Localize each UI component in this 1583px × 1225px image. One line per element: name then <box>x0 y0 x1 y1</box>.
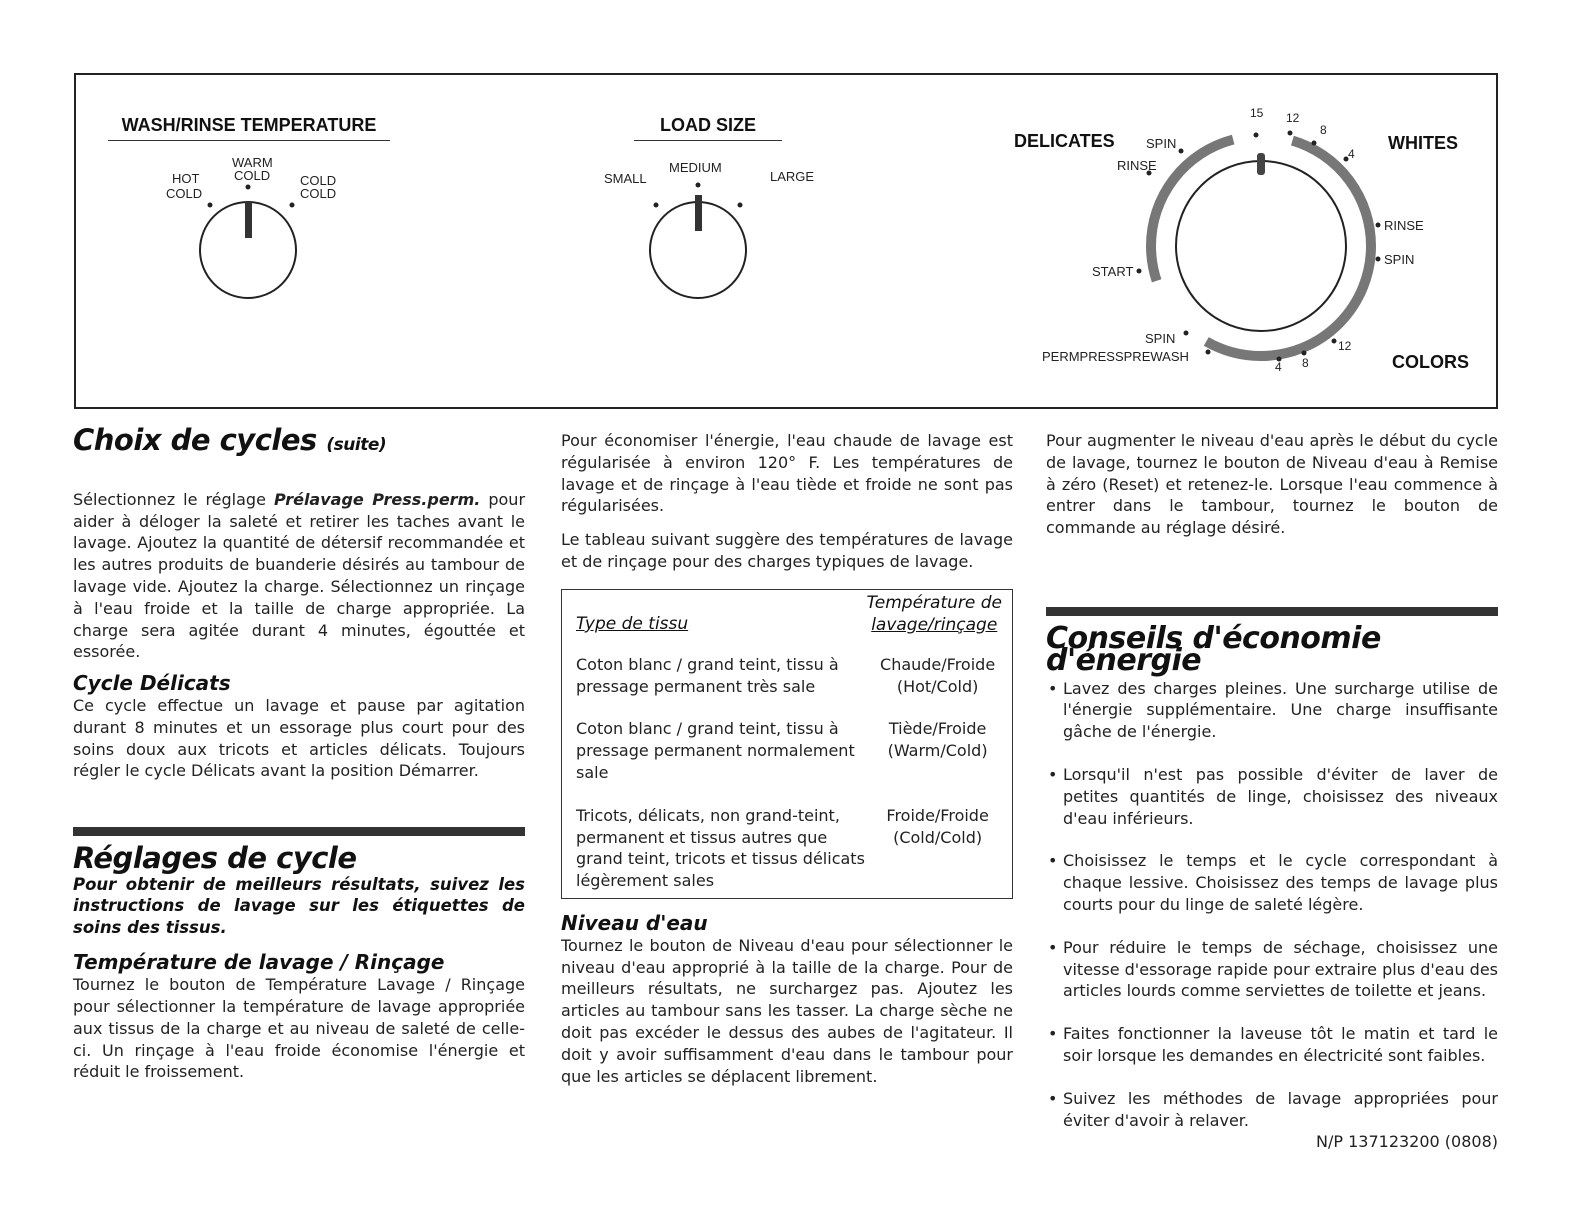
cycle-choice-title <box>73 423 525 457</box>
temp-header-line1: Température de <box>866 592 1002 613</box>
time-12-bottom: 12 <box>1338 339 1352 353</box>
delicats-paragraph: Ce cycle effectue un lavage et pause par agitation durant 8 minutes et un essorage plus court pour des soins doux aux tricots et articles délicats. Toujours régler le cycle Délicats avant la position Démarrer. <box>73 695 525 781</box>
spin-right-label: SPIN <box>1384 252 1415 267</box>
time-12-top: 12 <box>1286 111 1300 125</box>
settings-intro: Pour obtenir de meilleurs résultats, suivez les instructions de lavage sur les étiquettes de soins des tissus. <box>73 874 525 937</box>
fabric-header: Type de tissu <box>576 613 689 634</box>
list-item: • Lorsqu'il n'est pas possible d'éviter de laver de petites quantités de linge, choisissez des niveaux d'eau inférieurs. <box>1046 764 1498 829</box>
cycle-choice-title-text: Choix de cycles <box>73 423 317 457</box>
table-header <box>576 592 1002 636</box>
list-item: • Faites fonctionner la laveuse tôt le matin et tard le soir lorsque les demandes en électricité sont faibles. <box>1046 1023 1498 1067</box>
cold-cold-label: COLD <box>300 186 337 201</box>
cold-label: COLD <box>300 173 337 188</box>
table-intro-paragraph: Le tableau suivant suggère des températures de lavage et de rinçage pour des charges typiques de lavage. <box>561 530 1013 571</box>
load-size-knob[interactable] <box>650 183 746 299</box>
table-row <box>576 805 1002 892</box>
large-label: LARGE <box>770 169 815 184</box>
list-item: • Lavez des charges pleines. Une surcharge utilise de l'énergie supplémentaire. Une charge insuffisante gâche de l'énergie. <box>1046 678 1498 743</box>
title-suffix: (suite) <box>326 435 387 455</box>
prewash-text-post: pour aider à déloger la saleté et retirer les taches avant le lavage. Ajoutez la quantité de détersif recommandée et les autres produits de buanderie désirés au tambour de lavage vide. Ajoutez la charge. Sélectionnez un rinçage à l'eau froide et la taille de charge appropriée. La charge sera agitée durant 4 minutes, égouttée et essorée. <box>73 489 526 662</box>
tips-list <box>1046 678 1498 1132</box>
divider-bar <box>1046 607 1498 616</box>
spin-top-label: SPIN <box>1146 136 1177 151</box>
table-row <box>576 654 1002 698</box>
delicates-label: DELICATES <box>1014 131 1115 151</box>
permpress-label: PERMPRESSPREWASH <box>1042 349 1189 364</box>
row-temp-en: (Cold/Cold) <box>893 827 983 847</box>
part-number: N/P 137123200 (0808) <box>1316 1132 1498 1152</box>
row-temp <box>873 654 1002 698</box>
column-2 <box>561 430 1013 1087</box>
hot-cold-label: COLD <box>166 186 203 201</box>
row-temp <box>873 805 1002 892</box>
small-label: SMALL <box>604 171 647 186</box>
whites-label: WHITES <box>1388 133 1458 153</box>
divider-bar <box>73 827 525 836</box>
start-label: START <box>1092 264 1134 279</box>
row-temp-fr: Chaude/Froide <box>880 654 996 674</box>
list-item: • Choisissez le temps et le cycle correspondant à chaque lessive. Choisissez des temps de lavage plus courts pour du linge de saleté légère. <box>1046 850 1498 915</box>
column-3 <box>1046 430 1498 1153</box>
rinse-right-label: RINSE <box>1384 218 1424 233</box>
rinse-left-label: RINSE <box>1117 158 1157 173</box>
cycle-settings-title: Réglages de cycle <box>73 841 357 876</box>
colors-label: COLORS <box>1392 352 1470 372</box>
temperature-table <box>561 589 1013 899</box>
table-row <box>576 718 1002 783</box>
energy-paragraph: Pour économiser l'énergie, l'eau chaude de lavage est régularisée à environ 120° F. Les températures de lavage et de rinçage à l'eau tiède et froide ne sont pas régularisées. <box>561 431 1013 516</box>
row-fabric: Coton blanc / grand teint, tissu à pressage permanent normalement sale <box>576 719 855 782</box>
time-15: 15 <box>1250 106 1264 120</box>
time-4-bottom: 4 <box>1275 360 1282 374</box>
temp-header-line2: lavage/rinçage <box>871 614 998 635</box>
temp-paragraph: Tournez le bouton de Température Lavage / Rinçage pour sélectionner la température de lavage appropriée aux tissus de la charge et au niveau de saleté de celle-ci. Un rinçage à l'eau froide économise l'énergie et réduit le froissement. <box>73 975 525 1082</box>
prewash-paragraph <box>73 489 525 663</box>
time-8-top: 8 <box>1320 123 1327 137</box>
row-fabric: Tricots, délicats, non grand-teint, permanent et tissus autres que grand teint, tricots et tissus délicats légèrement sales <box>576 805 865 891</box>
row-temp-en: (Warm/Cold) <box>887 741 988 761</box>
prewash-setting-name: Prélavage Press.perm. <box>273 489 481 509</box>
water-level-title: Niveau d'eau <box>561 910 708 935</box>
spin-bottom-label: SPIN <box>1145 331 1176 346</box>
time-4-top: 4 <box>1348 147 1355 161</box>
water-level-paragraph: Tournez le bouton de Niveau d'eau pour sélectionner le niveau d'eau approprié à la taille de la charge. Pour de meilleurs résultats, ne surchargez pas. Ajoutez les articles au tambour sans les tasser. La charge sèche ne doit pas excéder le dessus des aubes de l'agitateur. Il doit y avoir suffisamment d'eau dans le tambour pour que les articles se déplacent librement. <box>561 935 1013 1086</box>
medium-label: MEDIUM <box>669 160 722 175</box>
row-temp-fr: Tiède/Froide <box>888 719 987 739</box>
wash-temp-knob[interactable] <box>200 185 296 299</box>
prewash-text-pre: Sélectionnez le réglage <box>73 489 274 509</box>
temp-title: Température de lavage / Rinçage <box>73 950 445 975</box>
column-1 <box>73 423 526 1083</box>
wash-temp-title: WASH/RINSE TEMPERATURE <box>108 115 390 141</box>
temp-header <box>866 592 1002 636</box>
row-temp-en: (Hot/Cold) <box>896 676 979 696</box>
energy-tips-title: Conseils d'économie d'énergie <box>1046 620 1381 678</box>
delicats-title: Cycle Délicats <box>73 671 231 696</box>
row-temp-fr: Froide/Froide <box>886 805 989 825</box>
load-size-title: LOAD SIZE <box>634 115 782 141</box>
list-item: • Pour réduire le temps de séchage, choisissez une vitesse d'essorage rapide pour extraire plus d'eau des articles lourds comme serviettes de toilette et jeans. <box>1046 937 1498 1002</box>
row-fabric: Coton blanc / grand teint, tissu à pressage permanent très sale <box>576 654 839 696</box>
row-temp <box>873 718 1002 783</box>
reset-paragraph: Pour augmenter le niveau d'eau après le début du cycle de lavage, tournez le bouton de Niveau d'eau à Remise à zéro (Reset) et retenez-le. Lorsque l'eau commence à entrer dans le tambour, tournez le bouton de commande au réglage désiré. <box>1046 431 1498 538</box>
warm-label: WARM <box>232 155 273 170</box>
time-8-bottom: 8 <box>1302 356 1309 370</box>
hot-label: HOT <box>172 171 200 186</box>
warm-cold-label: COLD <box>234 168 271 183</box>
control-panel <box>74 73 1498 409</box>
cycle-knob[interactable] <box>1137 131 1381 362</box>
list-item: • Suivez les méthodes de lavage appropriées pour éviter d'avoir à relaver. <box>1046 1088 1498 1132</box>
